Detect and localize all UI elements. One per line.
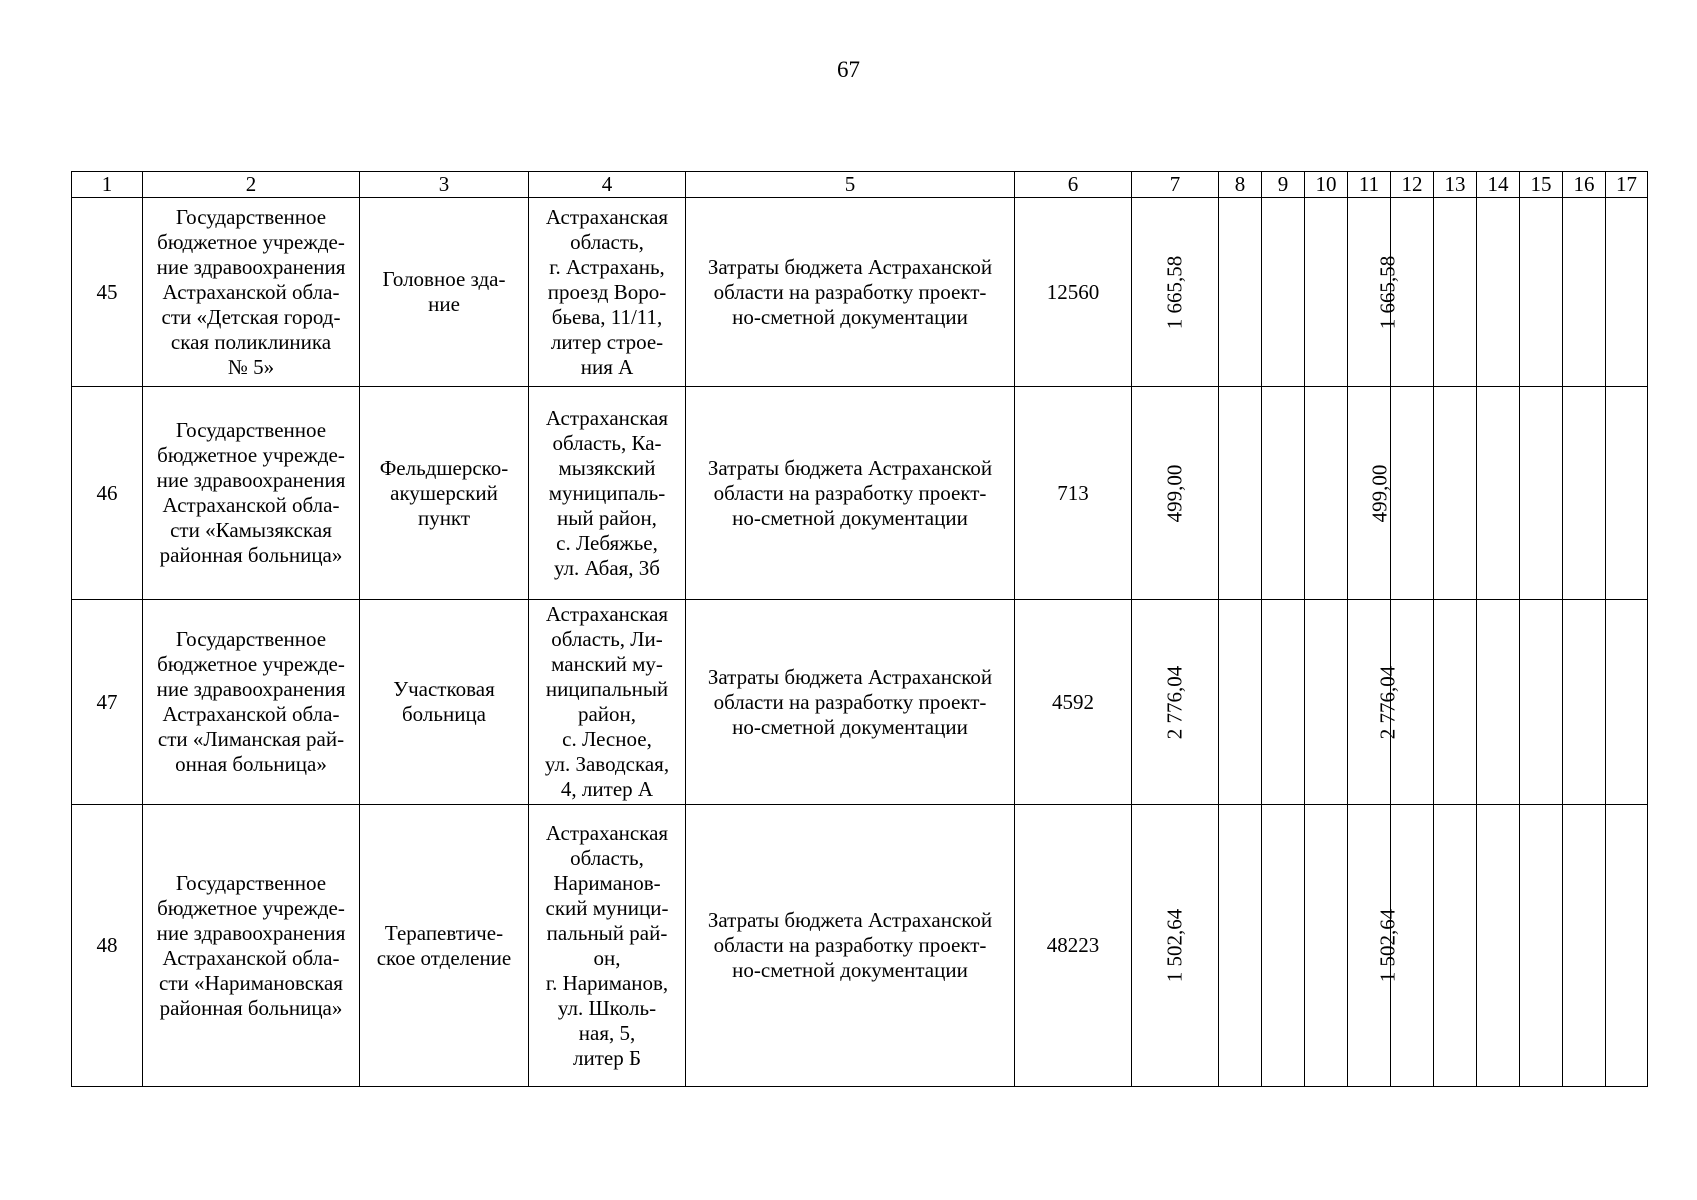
- purpose-cell: Затраты бюджета Астраханской области на разработку проект- но-сметной документации: [686, 387, 1015, 600]
- header-cell: 11: [1348, 172, 1391, 198]
- header-cell: 17: [1606, 172, 1648, 198]
- header-cell: 6: [1015, 172, 1132, 198]
- empty-cell: [1520, 805, 1563, 1087]
- empty-cell: [1563, 198, 1606, 387]
- empty-cell: [1262, 387, 1305, 600]
- table-row: [72, 198, 1648, 387]
- row-number: 47: [72, 600, 143, 805]
- header-cell: 2: [143, 172, 360, 198]
- col7-cell: [1132, 600, 1219, 805]
- empty-cell: [1219, 600, 1262, 805]
- empty-cell: [1520, 387, 1563, 600]
- empty-cell: [1434, 387, 1477, 600]
- col7-cell: [1132, 198, 1219, 387]
- header-cell: 1: [72, 172, 143, 198]
- header-cell: 13: [1434, 172, 1477, 198]
- empty-cell: [1520, 198, 1563, 387]
- header-cell: 12: [1391, 172, 1434, 198]
- empty-cell: [1477, 198, 1520, 387]
- header-cell: 14: [1477, 172, 1520, 198]
- empty-cell: [1391, 387, 1434, 600]
- empty-cell: [1305, 805, 1348, 1087]
- area-cell: 48223: [1015, 805, 1132, 1087]
- address-cell: Астраханская область, Нариманов- ский муници- пальный рай- он, г. Нариманов, ул. Школь- ная, 5, литер Б: [529, 805, 686, 1087]
- area-cell: 713: [1015, 387, 1132, 600]
- empty-cell: [1606, 600, 1648, 805]
- header-cell: 9: [1262, 172, 1305, 198]
- col11-value: 1 502,64: [1375, 908, 1400, 983]
- empty-cell: [1563, 600, 1606, 805]
- purpose-cell: Затраты бюджета Астраханской области на разработку проект- но-сметной документации: [686, 600, 1015, 805]
- empty-cell: [1477, 600, 1520, 805]
- empty-cell: [1219, 198, 1262, 387]
- empty-cell: [1606, 198, 1648, 387]
- object-cell: Головное зда- ние: [360, 198, 529, 387]
- col11-cell: [1348, 198, 1400, 387]
- empty-cell: [1262, 198, 1305, 387]
- empty-cell: [1477, 805, 1520, 1087]
- col11-cell: [1348, 805, 1400, 1087]
- col11-value: 1 665,58: [1375, 255, 1400, 329]
- empty-cell: [1434, 600, 1477, 805]
- empty-cell: [1606, 387, 1648, 600]
- empty-cell: [1563, 805, 1606, 1087]
- col7-value: 1 502,64: [1162, 908, 1187, 983]
- header-cell: 3: [360, 172, 529, 198]
- empty-cell: [1434, 198, 1477, 387]
- header-cell: 15: [1520, 172, 1563, 198]
- object-cell: Участковая больница: [360, 600, 529, 805]
- col7-cell: [1132, 805, 1219, 1087]
- header-cell: 5: [686, 172, 1015, 198]
- header-row: [72, 172, 1648, 198]
- header-cell: 7: [1132, 172, 1219, 198]
- empty-cell: [1262, 600, 1305, 805]
- empty-cell: [1219, 387, 1262, 600]
- empty-cell: [1262, 805, 1305, 1087]
- table-row: [72, 600, 1648, 805]
- object-cell: Фельдшерско- акушерский пункт: [360, 387, 529, 600]
- address-cell: Астраханская область, г. Астрахань, проезд Воро- бьева, 11/11, литер строе- ния А: [529, 198, 686, 387]
- empty-cell: [1305, 600, 1348, 805]
- col11-cell: [1348, 600, 1400, 805]
- empty-cell: [1219, 805, 1262, 1087]
- address-cell: Астраханская область, Ли- манский му- ниципальный район, с. Лесное, ул. Заводская, 4, литер А: [529, 600, 686, 805]
- address-cell: Астраханская область, Ка- мызякский муниципаль- ный район, с. Лебяжье, ул. Абая, 3б: [529, 387, 686, 600]
- institution-cell: Государственное бюджетное учрежде- ние здравоохранения Астраханской обла- сти «Наримановская районная больница»: [143, 805, 360, 1087]
- budget-table: [71, 171, 1648, 1087]
- empty-cell: [1305, 387, 1348, 600]
- empty-cell: [1520, 600, 1563, 805]
- col7-cell: [1132, 387, 1219, 600]
- row-number: 48: [72, 805, 143, 1087]
- table-row: [72, 805, 1648, 1087]
- col7-value: 2 776,04: [1162, 665, 1187, 739]
- empty-cell: [1477, 387, 1520, 600]
- header-cell: 4: [529, 172, 686, 198]
- purpose-cell: Затраты бюджета Астраханской области на разработку проект- но-сметной документации: [686, 198, 1015, 387]
- empty-cell: [1606, 805, 1648, 1087]
- object-cell: Терапевтиче- ское отделение: [360, 805, 529, 1087]
- purpose-cell: Затраты бюджета Астраханской области на разработку проект- но-сметной документации: [686, 805, 1015, 1087]
- area-cell: 4592: [1015, 600, 1132, 805]
- row-number: 46: [72, 387, 143, 600]
- institution-cell: Государственное бюджетное учрежде- ние здравоохранения Астраханской обла- сти «Детская город- ская поликлиника № 5»: [143, 198, 360, 387]
- header-cell: 16: [1563, 172, 1606, 198]
- header-cell: 8: [1219, 172, 1262, 198]
- empty-cell: [1305, 198, 1348, 387]
- col11-value: 499,00: [1367, 464, 1392, 522]
- header-cell: 10: [1305, 172, 1348, 198]
- empty-cell: [1563, 387, 1606, 600]
- col7-value: 1 665,58: [1162, 255, 1187, 329]
- col11-cell: [1348, 387, 1391, 600]
- empty-cell: [1434, 805, 1477, 1087]
- col7-value: 499,00: [1162, 464, 1187, 522]
- row-number: 45: [72, 198, 143, 387]
- col11-value: 2 776,04: [1375, 665, 1400, 739]
- institution-cell: Государственное бюджетное учрежде- ние здравоохранения Астраханской обла- сти «Камызякская районная больница»: [143, 387, 360, 600]
- institution-cell: Государственное бюджетное учрежде- ние здравоохранения Астраханской обла- сти «Лиманская рай- онная больница»: [143, 600, 360, 805]
- page-number: 67: [837, 57, 860, 82]
- table-row: [72, 387, 1648, 600]
- area-cell: 12560: [1015, 198, 1132, 387]
